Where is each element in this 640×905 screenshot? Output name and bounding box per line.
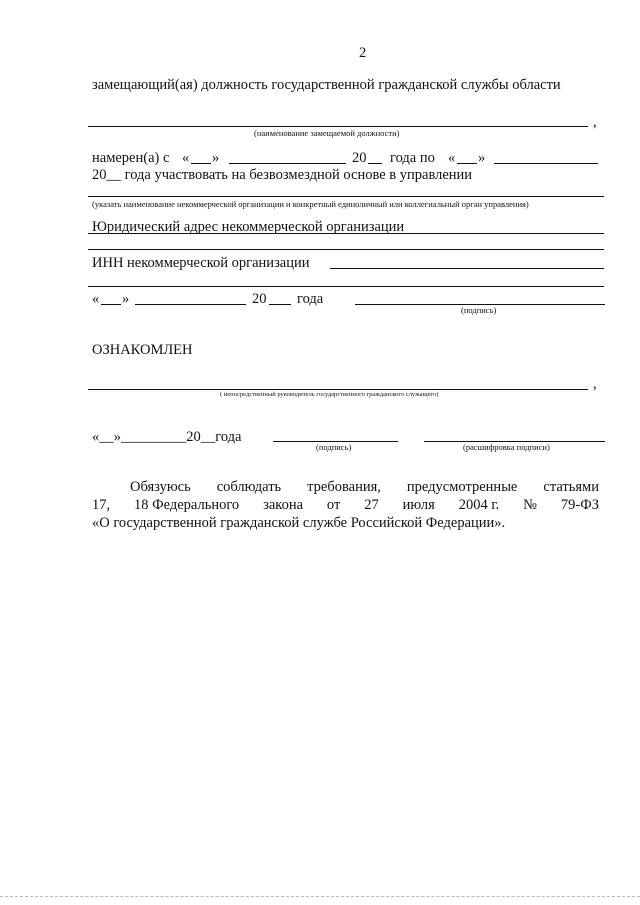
obligation-word: статьями (543, 479, 599, 495)
signature-caption: (подпись) (461, 305, 497, 315)
obligation-word: предусмотренные (406, 479, 518, 495)
acquainted-heading: ОЗНАКОМЛЕН (92, 342, 193, 358)
legal-address-underline-2 (88, 249, 604, 250)
intent-line-2: 20__ года участвовать на безвозмездной основе в управлении (92, 167, 473, 183)
intent-day-underline (191, 163, 211, 164)
obligation-word: 18 Федерального (134, 497, 240, 513)
position-caption: (наименование замещаемой должности) (254, 128, 400, 138)
manager-underline (88, 389, 588, 390)
scan-artifact (0, 896, 640, 897)
inn-underline (330, 268, 604, 269)
position-underline (88, 126, 588, 127)
trailing-comma-2: , (593, 376, 597, 392)
org-caption: (указать наименование некоммерческой организации и конкретный единоличный или коллегиальный орган управления) (92, 199, 529, 209)
date-year-underline (269, 304, 291, 305)
date-year-word: года (297, 291, 324, 307)
obligation-word: 27 (364, 497, 379, 513)
trailing-comma: , (593, 114, 597, 130)
obligation-line-2 (92, 496, 599, 514)
obligation-word: № (523, 497, 537, 513)
intent-quote-close-2: » (478, 150, 486, 166)
obligation-line-1 (130, 478, 599, 496)
intent-year-underline (368, 163, 382, 164)
manager-caption: ( непосредственный руководитель государственного гражданского служащего) (220, 391, 439, 398)
page-number: 2 (359, 45, 367, 61)
obligation-word: 17, (92, 497, 111, 513)
inn-underline-2 (88, 286, 604, 287)
date-month-underline (135, 304, 246, 305)
obligation-word: июля (402, 497, 435, 513)
date-quote-open: « (92, 291, 100, 307)
date-row-2: «__»_________20__года (92, 429, 242, 445)
obligation-word: закона (263, 497, 304, 513)
obligation-word: 2004 г. (458, 497, 500, 513)
obligation-word: соблюдать (216, 479, 282, 495)
obligation-word: 79-ФЗ (560, 497, 599, 513)
obligation-word: Обязуюсь (130, 479, 191, 495)
intent-year: 20 (352, 150, 367, 166)
intent-quote-open-2: « (448, 150, 456, 166)
obligation-word: требования, (307, 479, 381, 495)
decode-caption: (расшифровка подписи) (463, 442, 550, 452)
inn-label: ИНН некоммерческой организации (92, 255, 310, 271)
intent-month-underline (229, 163, 346, 164)
date-year: 20 (252, 291, 267, 307)
position-line: замещающий(ая) должность государственной гражданской службы области (92, 77, 561, 93)
intent-to-word: года по (390, 150, 435, 166)
legal-address-label: Юридический адрес некоммерческой организации (92, 219, 405, 235)
obligation-line-3: «О государственной гражданской службе Российской Федерации». (92, 515, 506, 531)
date-quote-close: » (122, 291, 130, 307)
org-underline (88, 196, 604, 197)
obligation-word: от (326, 497, 341, 513)
intent-day-underline-2 (457, 163, 477, 164)
legal-address-underline (88, 233, 604, 234)
intent-month-underline-2 (494, 163, 598, 164)
intent-quote-open: « (182, 150, 190, 166)
intent-prefix: намерен(а) с (92, 150, 170, 166)
signature-caption-2: (подпись) (316, 442, 352, 452)
intent-quote-close: » (212, 150, 220, 166)
date-day-underline (101, 304, 121, 305)
